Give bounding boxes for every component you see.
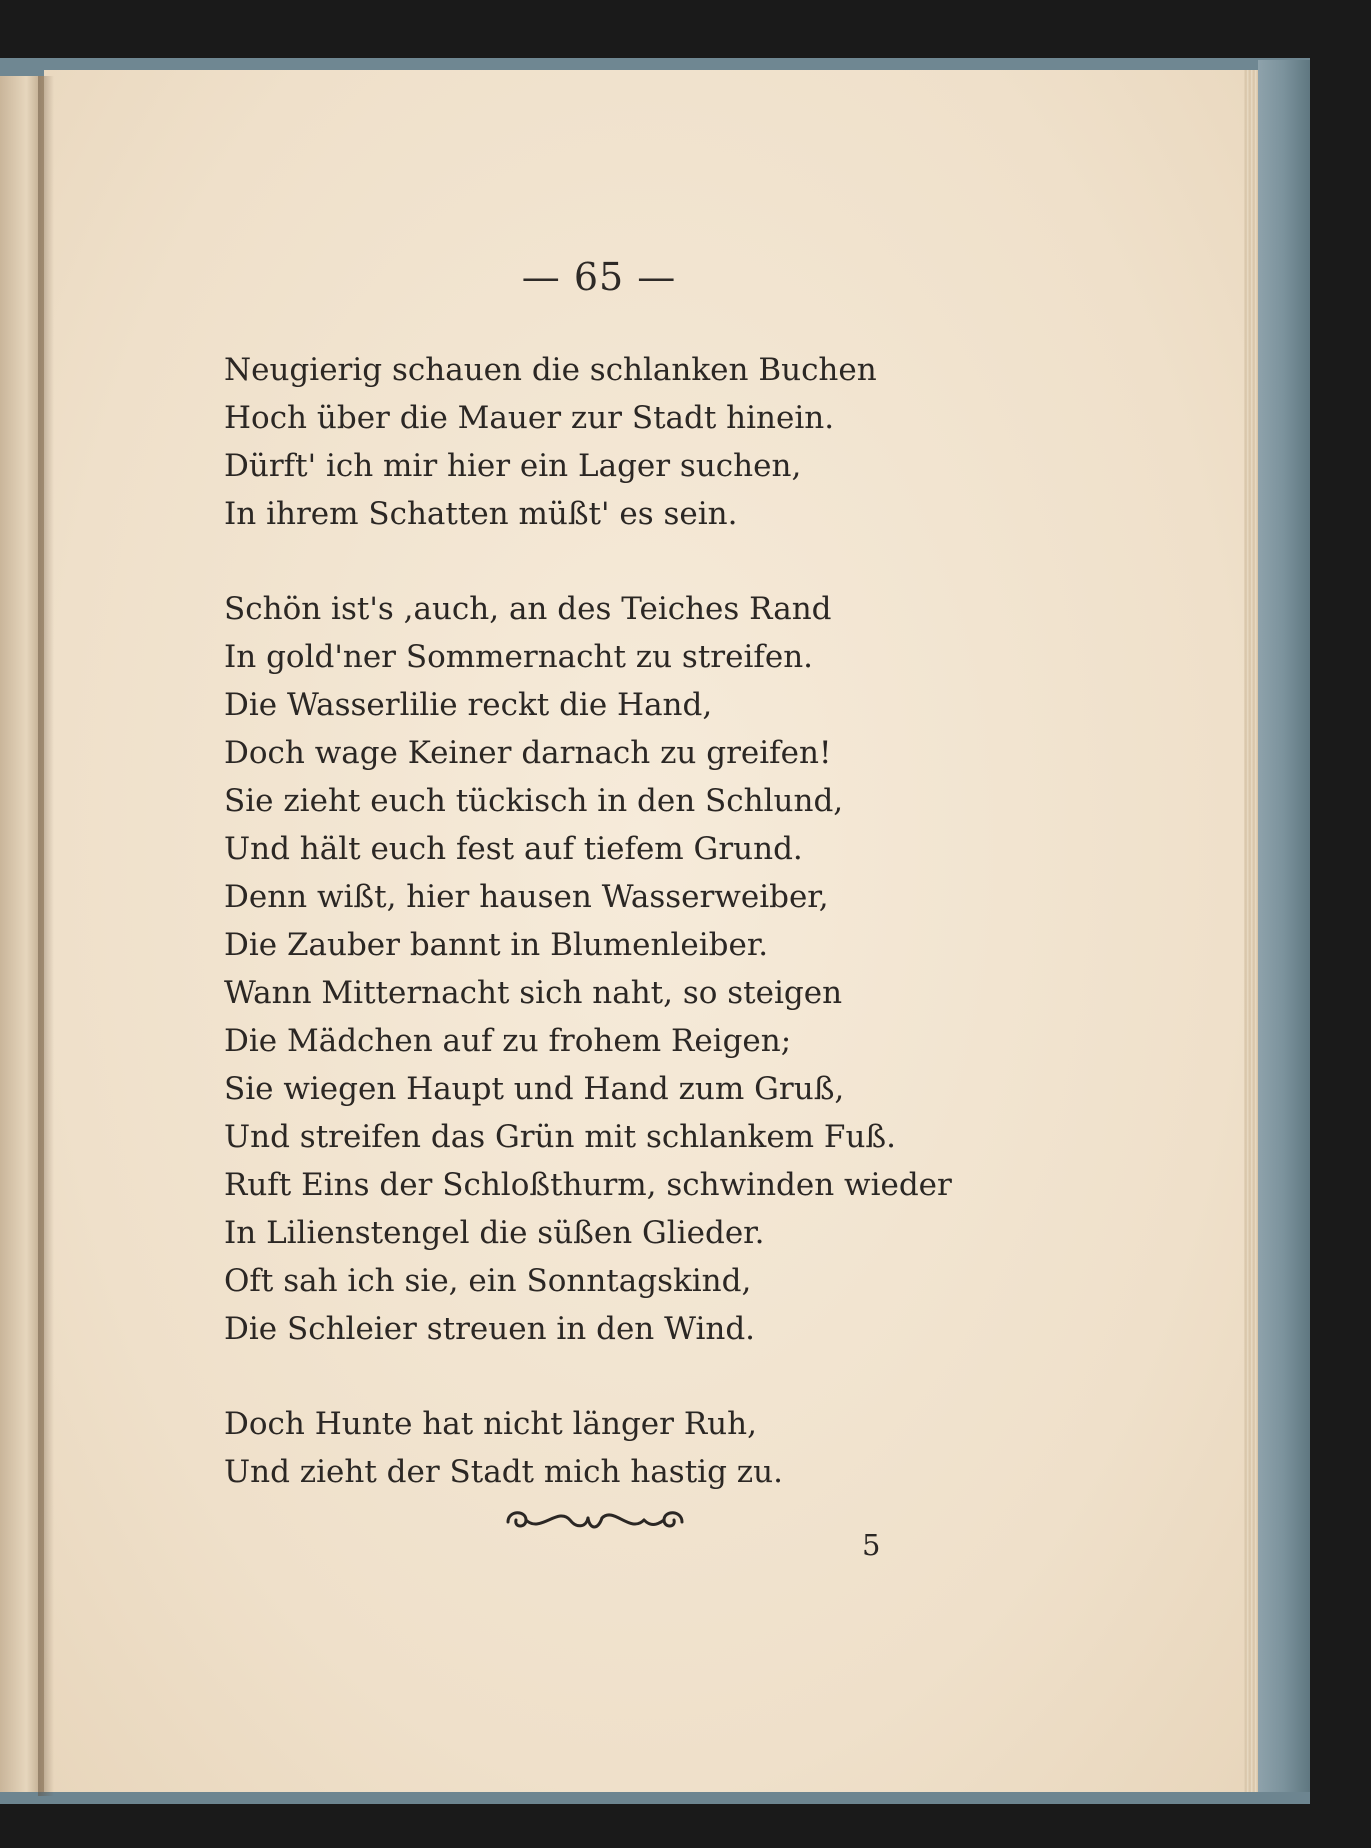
poem-line: Die Wasserlilie reckt die Hand, — [224, 687, 713, 723]
poem-line: Denn wißt, hier hausen Wasserweiber, — [224, 879, 829, 915]
poem-line: Die Zauber bannt in Blumenleiber. — [224, 927, 769, 963]
poem-line: Wann Mitternacht sich naht, so steigen — [224, 975, 843, 1011]
poem-text — [224, 346, 1154, 1496]
poem-line: Und hält euch fest auf tiefem Grund. — [224, 831, 803, 867]
poem-line: In ihrem Schatten müßt' es sein. — [224, 496, 738, 532]
poem-line: Oft sah ich sie, ein Sonntagskind, — [224, 1263, 752, 1299]
poem-line: Sie zieht euch tückisch in den Schlund, — [224, 783, 844, 819]
stanza — [224, 1400, 1154, 1496]
poem-line: Doch Hunte hat nicht länger Ruh, — [224, 1406, 757, 1442]
poem-line: Ruft Eins der Schloßthurm, schwinden wieder — [224, 1167, 952, 1203]
poem-line: Doch wage Keiner darnach zu greifen! — [224, 735, 832, 771]
flourish-icon — [500, 1500, 690, 1540]
poem-line: Die Schleier streuen in den Wind. — [224, 1311, 756, 1347]
stanza — [224, 585, 1154, 1353]
poem-line: Und zieht der Stadt mich hastig zu. — [224, 1454, 783, 1490]
poem-line: Die Mädchen auf zu frohem Reigen; — [224, 1023, 792, 1059]
poem-line: Neugierig schauen die schlanken Buchen — [224, 352, 877, 388]
book-cover-right-edge — [1258, 60, 1310, 1800]
poem-line: Dürft' ich mir hier ein Lager suchen, — [224, 448, 802, 484]
signature-mark: 5 — [862, 1528, 881, 1562]
poem-line: Schön ist's ,auch, an des Teiches Rand — [224, 591, 832, 627]
poem-line: In Lilienstengel die süßen Glieder. — [224, 1215, 765, 1251]
poem-line: In gold'ner Sommernacht zu streifen. — [224, 639, 814, 675]
stanza — [224, 346, 1154, 538]
page-number-header: — 65 — — [521, 255, 677, 299]
poem-line: Sie wiegen Haupt und Hand zum Gruß, — [224, 1071, 845, 1107]
poem-line: Hoch über die Mauer zur Stadt hinein. — [224, 400, 835, 436]
page-edges — [1244, 70, 1258, 1792]
book-cover-bottom-edge — [0, 1792, 1310, 1804]
poem-line: Und streifen das Grün mit schlankem Fuß. — [224, 1119, 896, 1155]
spine-shadow — [38, 76, 54, 1796]
